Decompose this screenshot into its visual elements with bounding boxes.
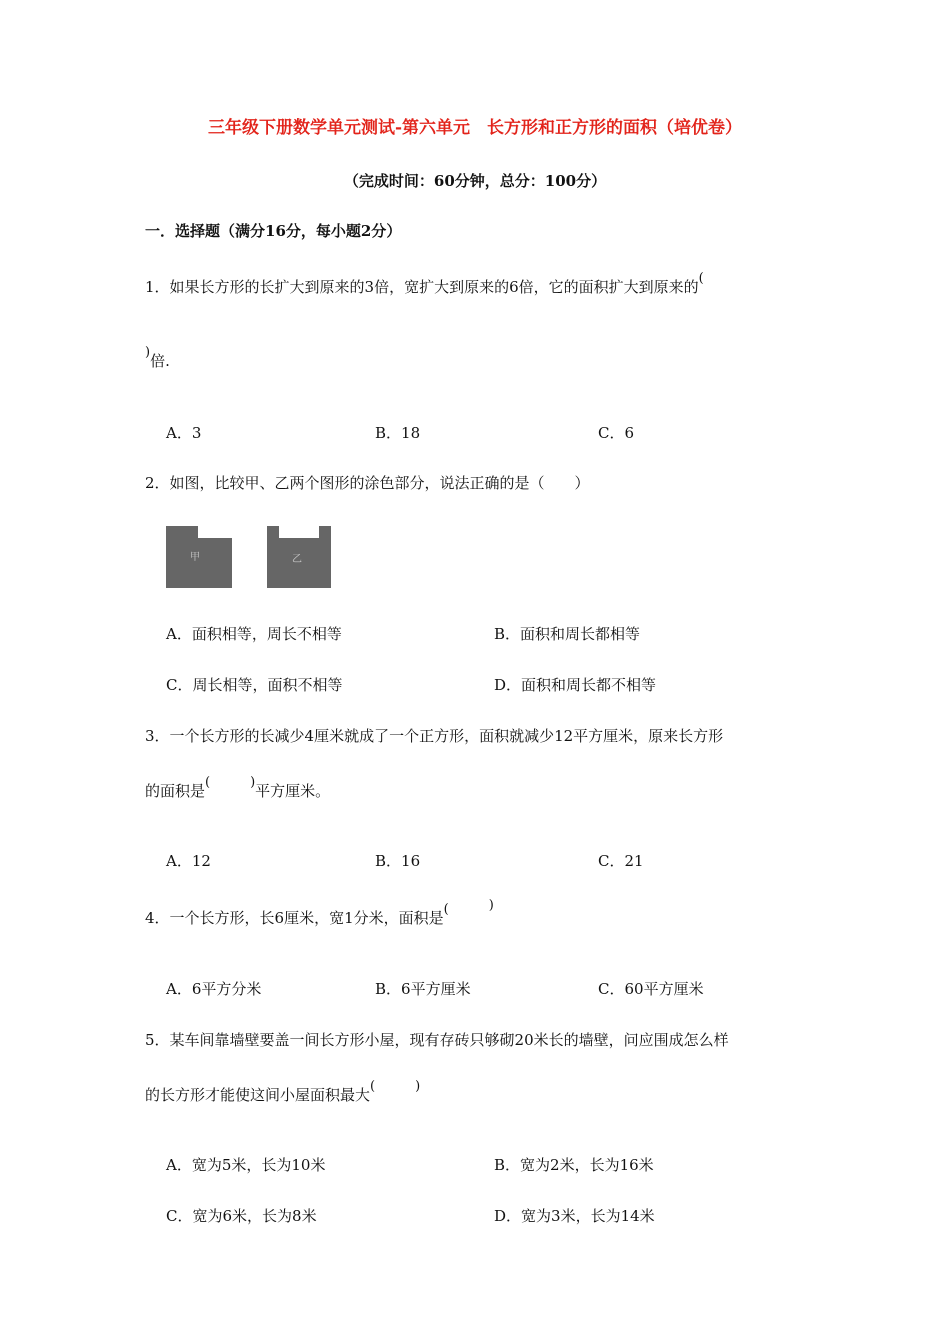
q5-option-a[interactable]: A．宽为5米，长为10米 [166,1156,326,1174]
question-1-text [145,271,704,299]
page-title: 三年级下册数学单元测试-第六单元 长方形和正方形的面积（培优卷） [207,118,743,138]
q2-option-b[interactable]: B．面积和周长都相等 [494,625,641,643]
question-3-line2-b: 平方厘米。 [255,782,331,800]
answer-paren-open: ( [370,1079,376,1094]
answer-paren-open: ( [698,271,704,286]
q1-option-a[interactable]: A．3 [166,424,202,442]
question-3-line1: 3．一个长方形的长减少4厘米就成了一个正方形，面积就减少12平方厘米，原来长方形 [145,727,724,745]
q2-option-c[interactable]: C．周长相等，面积不相等 [166,676,343,694]
question-4-text [145,898,494,930]
section-heading: 一．选择题（满分16分，每小题2分） [145,222,402,240]
question-3-line2-a: 的面积是 [145,782,206,800]
q4-option-b[interactable]: B．6平方厘米 [375,980,471,998]
question-1-line1: 1．如果长方形的长扩大到原来的3倍，宽扩大到原来的6倍，它的面积扩大到原来的 [145,278,699,296]
page-subtitle: （完成时间：60分钟，总分：100分） [343,172,607,190]
q3-option-c[interactable]: C．21 [598,852,644,870]
q5-option-d[interactable]: D．宽为3米，长为14米 [494,1207,655,1225]
question-2-text: 2．如图，比较甲、乙两个图形的涂色部分，说法正确的是（ ） [145,474,590,492]
question-5-line2 [145,1079,421,1107]
answer-paren-close: ) [415,1079,421,1094]
q4-option-a[interactable]: A．6平方分米 [166,980,262,998]
question-2-figure [166,524,336,590]
answer-paren-close: ) [250,775,256,790]
q1-option-b[interactable]: B．18 [375,424,421,442]
question-3-line2 [145,775,331,803]
answer-paren-close: ) [488,898,494,913]
q3-option-b[interactable]: B．16 [375,852,421,870]
answer-paren-open: ( [443,902,449,917]
answer-paren-close: ) [145,345,151,360]
question-1-line2 [145,345,170,373]
shape-yi-label: 乙 [292,554,302,565]
question-4-line1: 4．一个长方形，长6厘米，宽1分米，面积是 [145,909,444,927]
q3-option-a[interactable]: A．12 [166,852,211,870]
q4-option-c[interactable]: C．60平方厘米 [598,980,704,998]
q2-option-d[interactable]: D．面积和周长都不相等 [494,676,657,694]
q1-option-c[interactable]: C．6 [598,424,635,442]
q5-option-b[interactable]: B．宽为2米，长为16米 [494,1156,654,1174]
question-5-line1: 5．某车间靠墙壁要盖一间长方形小屋，现有存砖只够砌20米长的墙壁，问应围成怎么样 [145,1031,729,1049]
question-5-line2-a: 的长方形才能使这间小屋面积最大 [145,1086,371,1104]
answer-paren-open: ( [205,775,211,790]
q2-option-a[interactable]: A．面积相等，周长不相等 [166,625,342,643]
q5-option-c[interactable]: C．宽为6米，长为8米 [166,1207,317,1225]
question-1-tail: 倍. [150,352,170,370]
shape-jia-label: 甲 [190,552,200,563]
